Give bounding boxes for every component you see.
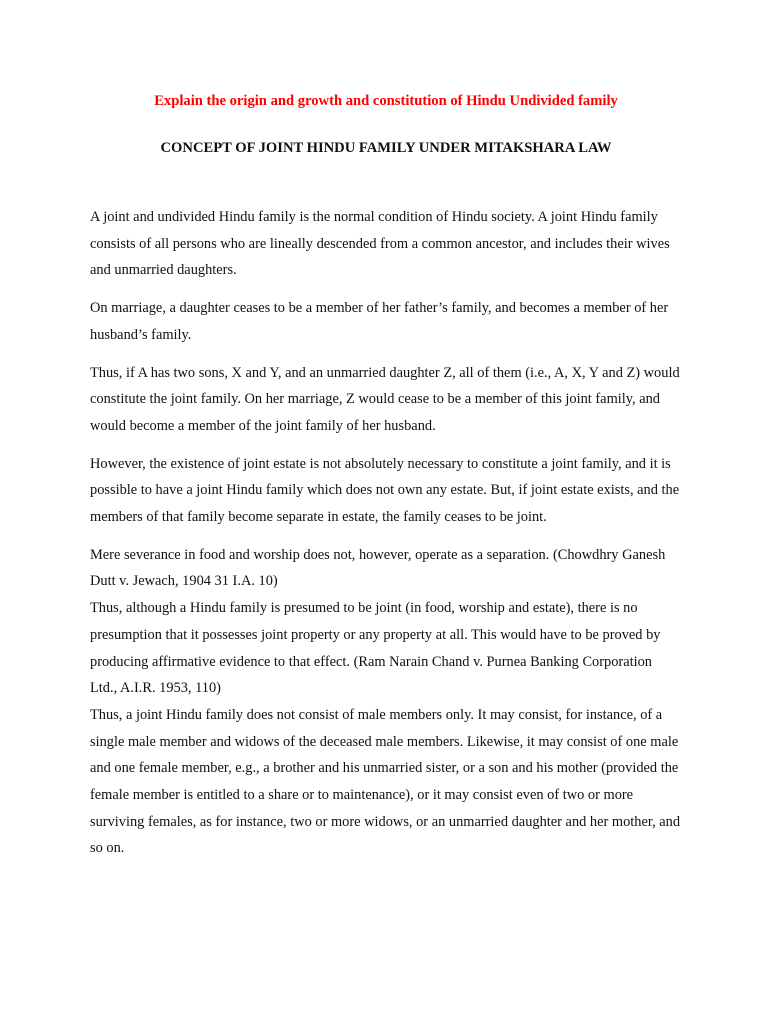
document-title: Explain the origin and growth and constitution of Hindu Undivided family — [154, 93, 618, 109]
paragraph-7: Thus, a joint Hindu family does not consist of male members only. It may consist, for instance, of a single male member and widows of the deceased male members. Likewise, it may consist of one male and one female member, e.g., a brother and his unmarried sister, or a son and his mother (provided the female member is entitled to a share or to maintenance), or it may consist even of two or more surviving females, as for instance, two or more widows, or an unmarried daughter and her mother, and so on. — [90, 706, 681, 857]
paragraph-1: A joint and undivided Hindu family is the normal condition of Hindu society. A joint Hindu family consists of all persons who are lineally descended from a common ancestor, and includes their wives and unmarried daughters. — [90, 209, 670, 279]
paragraph-5: Mere severance in food and worship does not, however, operate as a separation. (Chowdhry Ganesh Dutt v. Jewach, 1904 31 I.A. 10) — [90, 546, 666, 590]
document-body — [90, 204, 682, 862]
section-heading: CONCEPT OF JOINT HINDU FAMILY UNDER MITAKSHARA LAW — [160, 140, 612, 156]
paragraph-6: Thus, although a Hindu family is presumed to be joint (in food, worship and estate), there is no presumption that it possesses joint property or any property at all. This would have to be proved by producing affirmative evidence to that effect. (Ram Narain Chand v. Purnea Banking Corporation Ltd., A.I.R. 1953, 110) — [90, 600, 661, 697]
paragraph-4: However, the existence of joint estate is not absolutely necessary to constitute a joint family, and it is possible to have a joint Hindu family which does not own any estate. But, if joint estate exists, and the members of that family become separate in estate, the family ceases to be joint. — [90, 455, 680, 526]
paragraph-3: Thus, if A has two sons, X and Y, and an unmarried daughter Z, all of them (i.e., A, X, Y and Z) would constitute the joint family. On her marriage, Z would cease to be a member of this joint family, and would become a member of the joint family of her husband. — [90, 364, 680, 434]
paragraph-2: On marriage, a daughter ceases to be a member of her father’s family, and becomes a member of her husband’s family. — [90, 300, 669, 343]
document-page — [90, 80, 682, 862]
